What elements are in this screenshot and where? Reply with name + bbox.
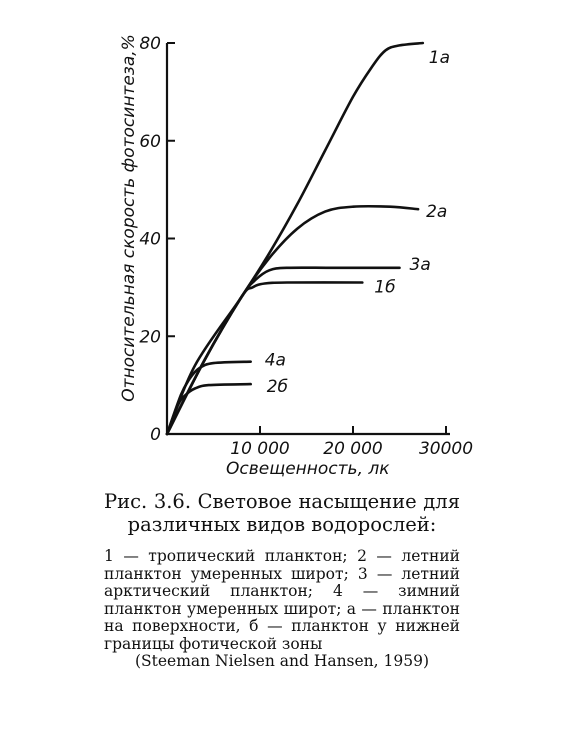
caption-source: (Steeman Nielsen and Hansen, 1959) bbox=[134, 652, 430, 670]
y-tick-label: 60 bbox=[139, 131, 161, 152]
x-axis-title: Освещенность, лк bbox=[226, 459, 390, 479]
series-label: 3а bbox=[409, 254, 431, 275]
figure-caption bbox=[104, 490, 460, 671]
y-tick-label: 80 bbox=[139, 34, 161, 54]
x-tick-label: 10 000 bbox=[230, 439, 290, 459]
series-label: 2б bbox=[266, 377, 289, 398]
y-axis-title: Относительная скорость фотосинтеза,% bbox=[119, 34, 139, 402]
series-label: 2а bbox=[426, 202, 448, 223]
caption-legend: 1 — тропический планктон; 2 — летний планктон умеренных широт; 3 — летний арктический планктон; 4 — зимний планктон умеренных широт; а — планктон на поверхности, б — планктон у нижней границы фотической зоны bbox=[104, 547, 460, 653]
series-labels bbox=[265, 48, 450, 397]
series-line bbox=[167, 43, 423, 434]
series-label: 1а bbox=[428, 48, 450, 68]
x-tick-label: 20 000 bbox=[323, 439, 383, 459]
x-axis-ticks bbox=[230, 426, 473, 459]
series-label: 4а bbox=[264, 350, 286, 371]
y-tick-label: 0 bbox=[150, 425, 161, 445]
series-curves bbox=[167, 43, 423, 434]
caption-body bbox=[104, 548, 460, 671]
y-tick-label: 40 bbox=[139, 229, 161, 250]
x-tick-label: 30000 bbox=[418, 439, 474, 459]
y-axis-ticks bbox=[139, 34, 175, 445]
y-tick-label: 20 bbox=[139, 327, 161, 348]
series-line bbox=[167, 206, 418, 434]
series-line bbox=[167, 362, 251, 434]
series-label: 1б bbox=[374, 277, 396, 298]
caption-title: Рис. 3.6. Световое насыщение для различных видов водорослей: bbox=[104, 490, 460, 536]
